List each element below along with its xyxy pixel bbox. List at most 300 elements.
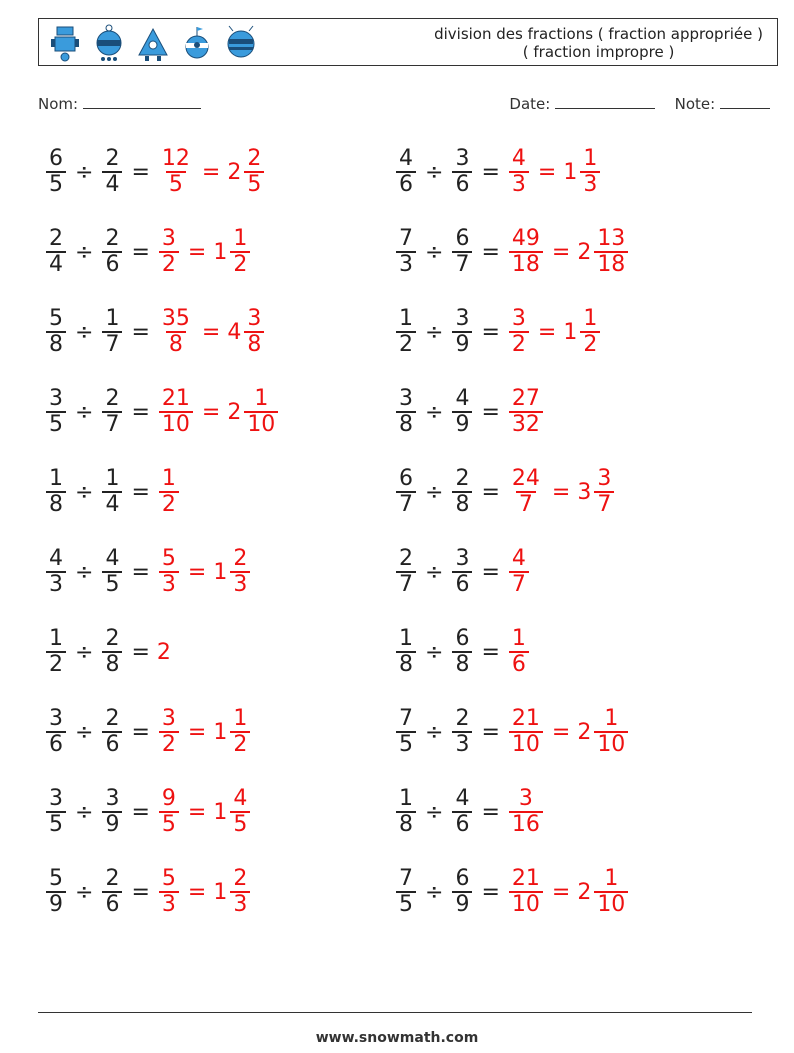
mixed-fraction — [594, 867, 628, 917]
numerator: 3 — [105, 786, 120, 811]
divisor-fraction — [102, 627, 122, 677]
numerator: 3 — [49, 386, 63, 411]
numerator: 27 — [511, 386, 540, 411]
denominator: 18 — [594, 251, 628, 277]
answer — [507, 227, 630, 277]
problem-item — [44, 220, 252, 284]
numerator: 2 — [105, 866, 120, 891]
denominator: 6 — [452, 811, 472, 837]
divide-sign: ÷ — [75, 319, 94, 345]
answer — [157, 547, 252, 597]
equals-sign: = — [481, 479, 500, 505]
denominator: 7 — [452, 251, 472, 277]
denominator: 3 — [230, 571, 250, 597]
equals-sign: = — [481, 639, 500, 665]
meta-row — [38, 94, 770, 116]
numerator: 7 — [399, 226, 413, 251]
answer-fraction — [159, 547, 179, 597]
denominator: 2 — [159, 731, 179, 757]
problem-item — [44, 860, 252, 924]
numerator: 4 — [105, 546, 120, 571]
answer — [157, 147, 266, 197]
robot-icon-3 — [135, 23, 171, 63]
mixed-fraction — [230, 227, 250, 277]
divide-sign: ÷ — [75, 159, 94, 185]
divisor-fraction — [102, 147, 122, 197]
denominator: 2 — [46, 651, 66, 677]
numerator: 6 — [399, 466, 413, 491]
numerator: 2 — [399, 546, 413, 571]
numerator: 1 — [604, 866, 619, 891]
note-label: Note: — [674, 95, 716, 113]
denominator: 2 — [159, 251, 179, 277]
mixed-fraction — [594, 227, 628, 277]
numerator: 21 — [511, 866, 540, 891]
denominator: 32 — [509, 411, 543, 437]
robot-icon-2 — [91, 23, 127, 63]
equals-sign: = — [481, 559, 500, 585]
equals-sign: = — [481, 319, 500, 345]
problem-item — [394, 220, 630, 284]
denominator: 3 — [580, 171, 600, 197]
denominator: 6 — [452, 171, 472, 197]
divide-sign: ÷ — [75, 639, 94, 665]
divisor-fraction — [102, 867, 122, 917]
numerator: 21 — [511, 706, 540, 731]
numerator: 2 — [233, 546, 248, 571]
divide-sign: ÷ — [75, 799, 94, 825]
denominator: 7 — [102, 331, 122, 357]
denominator: 6 — [102, 251, 122, 277]
dividend-fraction — [396, 707, 416, 757]
numerator: 4 — [49, 546, 63, 571]
denominator: 4 — [102, 171, 122, 197]
equals-sign: = — [131, 719, 150, 745]
problem-item — [394, 140, 602, 204]
mixed-whole: 1 — [213, 799, 228, 825]
numerator: 3 — [161, 706, 176, 731]
mixed-whole: 3 — [577, 479, 592, 505]
denominator: 9 — [452, 891, 472, 917]
divide-sign: ÷ — [425, 559, 444, 585]
numerator: 1 — [399, 626, 413, 651]
numerator: 12 — [161, 146, 190, 171]
divisor-fraction — [102, 387, 122, 437]
dividend-fraction — [46, 627, 66, 677]
answer — [507, 147, 602, 197]
numerator: 24 — [511, 466, 540, 491]
numerator: 2 — [105, 146, 120, 171]
answer-fraction — [159, 467, 179, 517]
denominator: 4 — [46, 251, 66, 277]
denominator: 10 — [509, 731, 543, 757]
numerator: 21 — [161, 386, 190, 411]
equals-sign: = — [187, 719, 207, 745]
equals-sign: = — [187, 239, 207, 265]
equals-sign: = — [187, 799, 207, 825]
answer — [507, 467, 616, 517]
mixed-whole: 2 — [577, 239, 592, 265]
answer-fraction — [159, 307, 193, 357]
mixed-whole: 2 — [577, 879, 592, 905]
denominator: 7 — [516, 491, 536, 517]
dividend-fraction — [396, 627, 416, 677]
denominator: 9 — [102, 811, 122, 837]
equals-sign: = — [187, 879, 207, 905]
mixed-whole: 1 — [563, 159, 578, 185]
answer — [157, 867, 252, 917]
denominator: 3 — [46, 571, 66, 597]
denominator: 2 — [230, 731, 250, 757]
equals-sign: = — [131, 319, 150, 345]
numerator: 3 — [49, 706, 63, 731]
denominator: 6 — [46, 731, 66, 757]
answer-fraction — [159, 227, 179, 277]
denominator: 2 — [230, 251, 250, 277]
numerator: 3 — [247, 306, 262, 331]
mixed-fraction — [230, 707, 250, 757]
divisor-fraction — [452, 387, 472, 437]
denominator: 8 — [452, 491, 472, 517]
answer — [507, 707, 630, 757]
numerator: 2 — [455, 466, 470, 491]
denominator: 6 — [509, 651, 529, 677]
denominator: 5 — [166, 171, 186, 197]
answer — [507, 387, 545, 437]
answer — [157, 707, 252, 757]
denominator: 10 — [159, 411, 193, 437]
denominator: 8 — [46, 331, 66, 357]
answer — [507, 627, 531, 677]
numerator: 3 — [511, 306, 526, 331]
denominator: 16 — [509, 811, 543, 837]
answer — [157, 227, 252, 277]
numerator: 1 — [399, 306, 413, 331]
problem-item — [44, 540, 252, 604]
robot-icon-1 — [47, 23, 83, 63]
divide-sign: ÷ — [425, 159, 444, 185]
denominator: 10 — [509, 891, 543, 917]
mixed-whole: 1 — [213, 239, 228, 265]
numerator: 1 — [105, 306, 120, 331]
divide-sign: ÷ — [425, 319, 444, 345]
answer — [507, 867, 630, 917]
answer — [507, 547, 531, 597]
denominator: 7 — [396, 491, 416, 517]
numerator: 3 — [455, 306, 470, 331]
numerator: 2 — [105, 386, 120, 411]
divide-sign: ÷ — [75, 239, 94, 265]
denominator: 5 — [46, 811, 66, 837]
numerator: 2 — [105, 626, 120, 651]
denominator: 2 — [396, 331, 416, 357]
denominator: 8 — [46, 491, 66, 517]
title-line-2: ( fraction impropre ) — [522, 43, 675, 61]
numerator: 3 — [597, 466, 612, 491]
name-label: Nom: — [38, 95, 79, 113]
denominator: 5 — [396, 891, 416, 917]
equals-sign: = — [131, 799, 150, 825]
problem-item — [44, 140, 266, 204]
denominator: 5 — [396, 731, 416, 757]
answer-fraction — [509, 307, 529, 357]
answer-fraction — [159, 867, 179, 917]
numerator: 1 — [604, 706, 619, 731]
denominator: 7 — [396, 571, 416, 597]
divide-sign: ÷ — [75, 399, 94, 425]
answer-fraction — [509, 387, 543, 437]
numerator: 1 — [49, 466, 63, 491]
denominator: 7 — [102, 411, 122, 437]
equals-sign: = — [551, 879, 571, 905]
answer-fraction — [159, 147, 193, 197]
date-blank[interactable] — [555, 94, 655, 109]
denominator: 10 — [594, 891, 628, 917]
divide-sign: ÷ — [75, 559, 94, 585]
divide-sign: ÷ — [425, 879, 444, 905]
denominator: 5 — [230, 811, 250, 837]
numerator: 2 — [247, 146, 262, 171]
denominator: 5 — [102, 571, 122, 597]
numerator: 3 — [161, 226, 176, 251]
answer-fraction — [509, 147, 529, 197]
answer-fraction — [509, 787, 543, 837]
divide-sign: ÷ — [425, 799, 444, 825]
denominator: 2 — [159, 491, 179, 517]
numerator: 3 — [49, 786, 63, 811]
numerator: 4 — [455, 786, 470, 811]
equals-sign: = — [131, 239, 150, 265]
mixed-whole: 2 — [227, 159, 242, 185]
dividend-fraction — [46, 787, 66, 837]
equals-sign: = — [537, 319, 557, 345]
problem-item — [394, 300, 602, 364]
equals-sign: = — [201, 399, 221, 425]
answer — [157, 640, 171, 665]
numerator: 4 — [455, 386, 470, 411]
denominator: 9 — [46, 891, 66, 917]
numerator: 1 — [49, 626, 63, 651]
dividend-fraction — [46, 867, 66, 917]
numerator: 5 — [161, 546, 176, 571]
numerator: 35 — [161, 306, 190, 331]
divisor-fraction — [452, 307, 472, 357]
numerator: 6 — [455, 226, 470, 251]
dividend-fraction — [396, 147, 416, 197]
equals-sign: = — [481, 799, 500, 825]
answer-fraction — [159, 787, 179, 837]
answer-fraction — [509, 227, 543, 277]
problem-item — [394, 860, 630, 924]
numerator: 3 — [455, 146, 470, 171]
numerator: 4 — [511, 146, 526, 171]
mixed-fraction — [244, 307, 264, 357]
equals-sign: = — [131, 879, 150, 905]
denominator: 7 — [594, 491, 614, 517]
denominator: 6 — [102, 731, 122, 757]
problem-item — [44, 380, 280, 444]
denominator: 2 — [509, 331, 529, 357]
numerator: 4 — [233, 786, 248, 811]
answer-fraction — [509, 547, 529, 597]
divisor-fraction — [452, 467, 472, 517]
dividend-fraction — [396, 307, 416, 357]
denominator: 10 — [244, 411, 278, 437]
equals-sign: = — [551, 719, 571, 745]
numerator: 2 — [105, 706, 120, 731]
equals-sign: = — [551, 479, 571, 505]
title-line-1: division des fractions ( fraction appropriée ) — [434, 25, 763, 43]
denominator: 9 — [452, 411, 472, 437]
problem-item — [394, 380, 545, 444]
denominator: 10 — [594, 731, 628, 757]
denominator: 4 — [102, 491, 122, 517]
problem-item — [44, 460, 181, 524]
denominator: 6 — [396, 171, 416, 197]
dividend-fraction — [46, 387, 66, 437]
equals-sign: = — [187, 559, 207, 585]
mixed-whole: 1 — [213, 559, 228, 585]
numerator: 2 — [233, 866, 248, 891]
denominator: 18 — [509, 251, 543, 277]
denominator: 8 — [396, 411, 416, 437]
denominator: 8 — [396, 811, 416, 837]
mixed-fraction — [244, 387, 278, 437]
denominator: 2 — [580, 331, 600, 357]
numerator: 1 — [583, 306, 598, 331]
divisor-fraction — [452, 147, 472, 197]
equals-sign: = — [131, 559, 150, 585]
divide-sign: ÷ — [75, 719, 94, 745]
mixed-whole: 1 — [563, 319, 578, 345]
numerator: 1 — [399, 786, 413, 811]
denominator: 5 — [46, 411, 66, 437]
numerator: 1 — [161, 466, 176, 491]
denominator: 8 — [102, 651, 122, 677]
footer-url: www.snowmath.com — [315, 1030, 479, 1046]
answer — [157, 787, 252, 837]
equals-sign: = — [131, 479, 150, 505]
answer-fraction — [159, 387, 193, 437]
divide-sign: ÷ — [75, 479, 94, 505]
denominator: 3 — [230, 891, 250, 917]
numerator: 1 — [511, 626, 526, 651]
divisor-fraction — [102, 307, 122, 357]
numerator: 6 — [455, 626, 470, 651]
divisor-fraction — [102, 787, 122, 837]
equals-sign: = — [131, 639, 150, 665]
dividend-fraction — [46, 227, 66, 277]
divisor-fraction — [452, 627, 472, 677]
numerator: 2 — [455, 706, 470, 731]
answer-whole: 2 — [156, 639, 171, 665]
answer-fraction — [509, 707, 543, 757]
numerator: 1 — [254, 386, 269, 411]
equals-sign: = — [201, 319, 221, 345]
mixed-fraction — [230, 547, 250, 597]
numerator: 5 — [49, 866, 63, 891]
worksheet-title — [434, 25, 763, 61]
denominator: 3 — [159, 891, 179, 917]
divisor-fraction — [102, 227, 122, 277]
answer-fraction — [159, 707, 179, 757]
answer — [157, 387, 280, 437]
dividend-fraction — [46, 547, 66, 597]
divide-sign: ÷ — [425, 719, 444, 745]
note-blank[interactable] — [720, 94, 770, 109]
denominator: 3 — [159, 571, 179, 597]
name-blank[interactable] — [83, 94, 201, 109]
dividend-fraction — [396, 467, 416, 517]
equals-sign: = — [481, 719, 500, 745]
divide-sign: ÷ — [425, 639, 444, 665]
dividend-fraction — [46, 147, 66, 197]
numerator: 6 — [49, 146, 63, 171]
equals-sign: = — [481, 879, 500, 905]
answer — [507, 307, 602, 357]
answer — [157, 467, 181, 517]
robot-icons — [47, 23, 259, 63]
divide-sign: ÷ — [425, 399, 444, 425]
divisor-fraction — [102, 707, 122, 757]
denominator: 5 — [159, 811, 179, 837]
divisor-fraction — [452, 707, 472, 757]
dividend-fraction — [396, 227, 416, 277]
numerator: 6 — [455, 866, 470, 891]
name-field — [38, 94, 201, 113]
divide-sign: ÷ — [425, 239, 444, 265]
divide-sign: ÷ — [75, 879, 94, 905]
equals-sign: = — [551, 239, 571, 265]
mixed-fraction — [594, 707, 628, 757]
header-box — [38, 18, 778, 66]
denominator: 3 — [452, 731, 472, 757]
mixed-whole: 4 — [227, 319, 242, 345]
problem-item — [44, 300, 266, 364]
dividend-fraction — [396, 787, 416, 837]
numerator: 3 — [399, 386, 413, 411]
denominator: 5 — [46, 171, 66, 197]
dividend-fraction — [46, 707, 66, 757]
mixed-whole: 2 — [577, 719, 592, 745]
denominator: 6 — [452, 571, 472, 597]
numerator: 1 — [583, 146, 598, 171]
robot-icon-4 — [179, 23, 215, 63]
denominator: 9 — [452, 331, 472, 357]
divisor-fraction — [452, 227, 472, 277]
equals-sign: = — [131, 159, 150, 185]
mixed-fraction — [594, 467, 614, 517]
equals-sign: = — [481, 159, 500, 185]
problem-item — [394, 780, 545, 844]
numerator: 5 — [161, 866, 176, 891]
denominator: 5 — [244, 171, 264, 197]
denominator: 8 — [452, 651, 472, 677]
divisor-fraction — [452, 867, 472, 917]
denominator: 8 — [396, 651, 416, 677]
denominator: 3 — [509, 171, 529, 197]
date-note-fields — [509, 94, 770, 113]
numerator: 1 — [105, 466, 120, 491]
numerator: 7 — [399, 866, 413, 891]
divisor-fraction — [452, 547, 472, 597]
numerator: 5 — [49, 306, 63, 331]
denominator: 8 — [166, 331, 186, 357]
denominator: 7 — [509, 571, 529, 597]
mixed-fraction — [244, 147, 264, 197]
answer-fraction — [509, 867, 543, 917]
robot-icon-5 — [223, 23, 259, 63]
